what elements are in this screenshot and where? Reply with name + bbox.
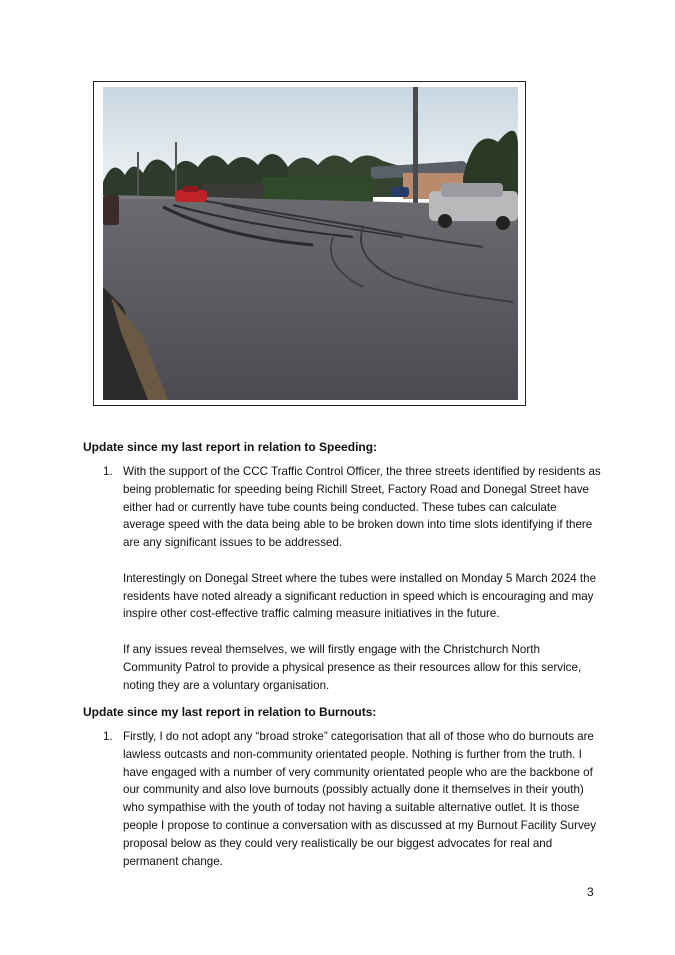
speeding-paragraph-3: If any issues reveal themselves, we will firstly engage with the Christchurch North Community Patrol to provide a physical presence as their resources allow for this service, noting they are a voluntary organisation. [123,642,582,692]
road-burnout-photo [103,87,518,400]
speeding-item-body [123,463,601,694]
list-number: 1. [103,730,113,743]
road-photo-frame [93,81,526,406]
burnouts-paragraph-1: Firstly, I do not adopt any “broad stroke” categorisation that all of those who do burnouts are lawless outcasts and non-community orientated people. Nothing is further from the truth. I have engaged with a number of very community orientated people who are the backbone of our community and also love burnouts (possibly actually done it themselves in their youth) who sympathise with the youth of today not having a suitable alternative outlet. It is those people I propose to continue a conversation with as discussed at my Burnout Facility Survey proposal below as they could very realistically be our biggest advocates for real and permanent change. [123,730,597,868]
burnouts-item-body [123,728,601,870]
speeding-paragraph-1: With the support of the CCC Traffic Control Officer, the three streets identified by residents as being problematic for speeding being Richill Street, Factory Road and Donegal Street have either had or currently have tube counts being conducted. These tubes can calculate average speed with the data being able to be broken down into time slots identifying if there are any significant issues to be addressed. [123,465,601,550]
list-number: 1. [103,465,113,478]
page-number: 3 [587,885,594,899]
burnouts-heading: Update since my last report in relation to Burnouts: [83,705,377,719]
speeding-heading: Update since my last report in relation to Speeding: [83,440,378,454]
speeding-paragraph-2: Interestingly on Donegal Street where the tubes were installed on Monday 5 March 2024 the residents have noted already a significant reduction in speed which is encouraging and may inspire other cost-effective traffic calming measure initiatives in the future. [123,571,597,621]
